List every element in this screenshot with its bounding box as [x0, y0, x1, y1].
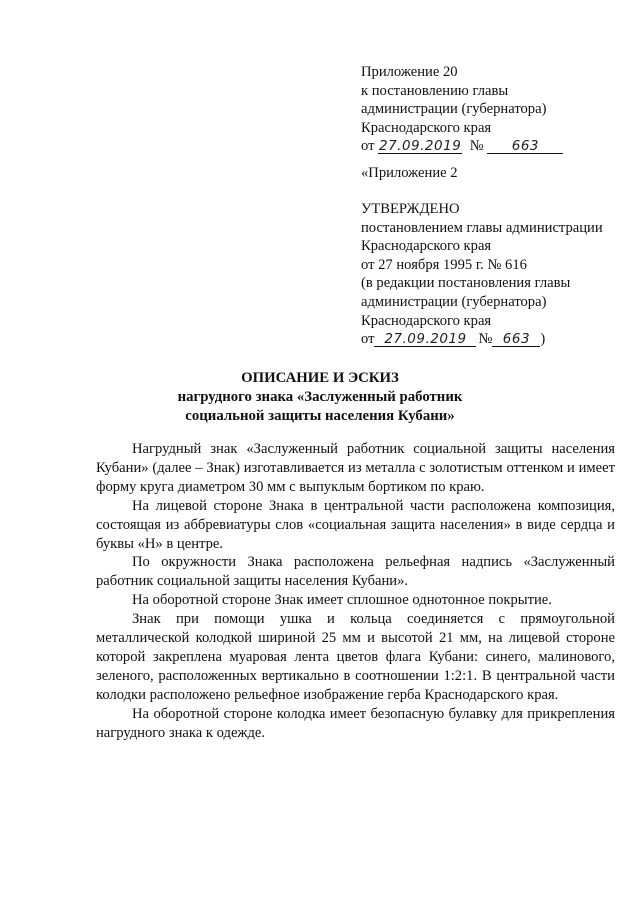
appendix-line: администрации (губернатора)	[361, 101, 547, 118]
quoted-appendix-label: «Приложение 2	[361, 165, 458, 181]
approved-date-line	[361, 330, 621, 349]
quoted-appendix	[361, 164, 621, 183]
handwritten-number: 663	[492, 332, 540, 347]
body-paragraph: Нагрудный знак «Заслуженный работник социальной защиты населения Кубани» (далее – Знак) изготавливается из металла с золотистым оттенком и имеет форму круга диаметром 30 мм с выпуклым бортиком по краю.	[96, 441, 615, 495]
approved-line: Краснодарского края	[361, 312, 492, 329]
from-prefix: от	[361, 331, 375, 348]
close-paren: )	[540, 331, 546, 348]
body-paragraph: На оборотной стороне Знак имеет сплошное однотонное покрытие.	[132, 592, 552, 609]
handwritten-date: 27.09.2019	[374, 332, 476, 347]
approved-line: Краснодарского края	[361, 238, 492, 255]
handwritten-number: 663	[487, 139, 563, 154]
body-paragraph: По окружности Знака расположена рельефная надпись «Заслуженный работник социальной защиты населения Кубани».	[96, 554, 615, 590]
appendix-header	[361, 63, 621, 156]
appendix-line: Краснодарского края	[361, 119, 492, 136]
approved-line: от 27 ноября 1995 г. № 616	[361, 256, 527, 273]
body-paragraph: Знак при помощи ушка и кольца соединяется с прямоугольной металлической колодкой шириной 25 мм и высотой 21 мм, на лицевой стороне которой закреплена муаровая лента цветов флага Кубани: синего, малинового, зеленого, расположенных вертикально в соотношении 1:2:1. В центральной части колодки расположено рельефное изображение герба Краснодарского края.	[96, 611, 615, 703]
approved-line: администрации (губернатора)	[361, 293, 547, 310]
approval-block	[361, 200, 621, 349]
number-sign: №	[469, 138, 484, 155]
document-subtitle: социальной защиты населения Кубани»	[185, 408, 455, 424]
from-prefix: от	[361, 138, 375, 155]
document-title: ОПИСАНИЕ И ЭСКИЗ	[241, 370, 399, 386]
document-subtitle: нагрудного знака «Заслуженный работник	[177, 389, 463, 405]
approved-heading: УТВЕРЖДЕНО	[361, 201, 460, 217]
body-paragraph: На лицевой стороне Знака в центральной части расположена композиция, состоящая из аббревиатуры слов «социальная защита населения» в виде сердца и буквы «Н» в центре.	[96, 497, 615, 552]
number-sign: №	[478, 331, 493, 348]
document-body	[96, 440, 615, 743]
appendix-date-line	[361, 137, 621, 156]
handwritten-date: 27.09.2019	[378, 138, 462, 155]
body-paragraph: На оборотной стороне колодка имеет безопасную булавку для прикрепления нагрудного знака к одежде.	[96, 705, 615, 741]
appendix-number: Приложение 20	[361, 64, 458, 80]
approved-line: постановлением главы администрации	[361, 219, 603, 236]
appendix-line: к постановлению главы	[361, 82, 509, 99]
approved-line: (в редакции постановления главы	[361, 275, 571, 292]
